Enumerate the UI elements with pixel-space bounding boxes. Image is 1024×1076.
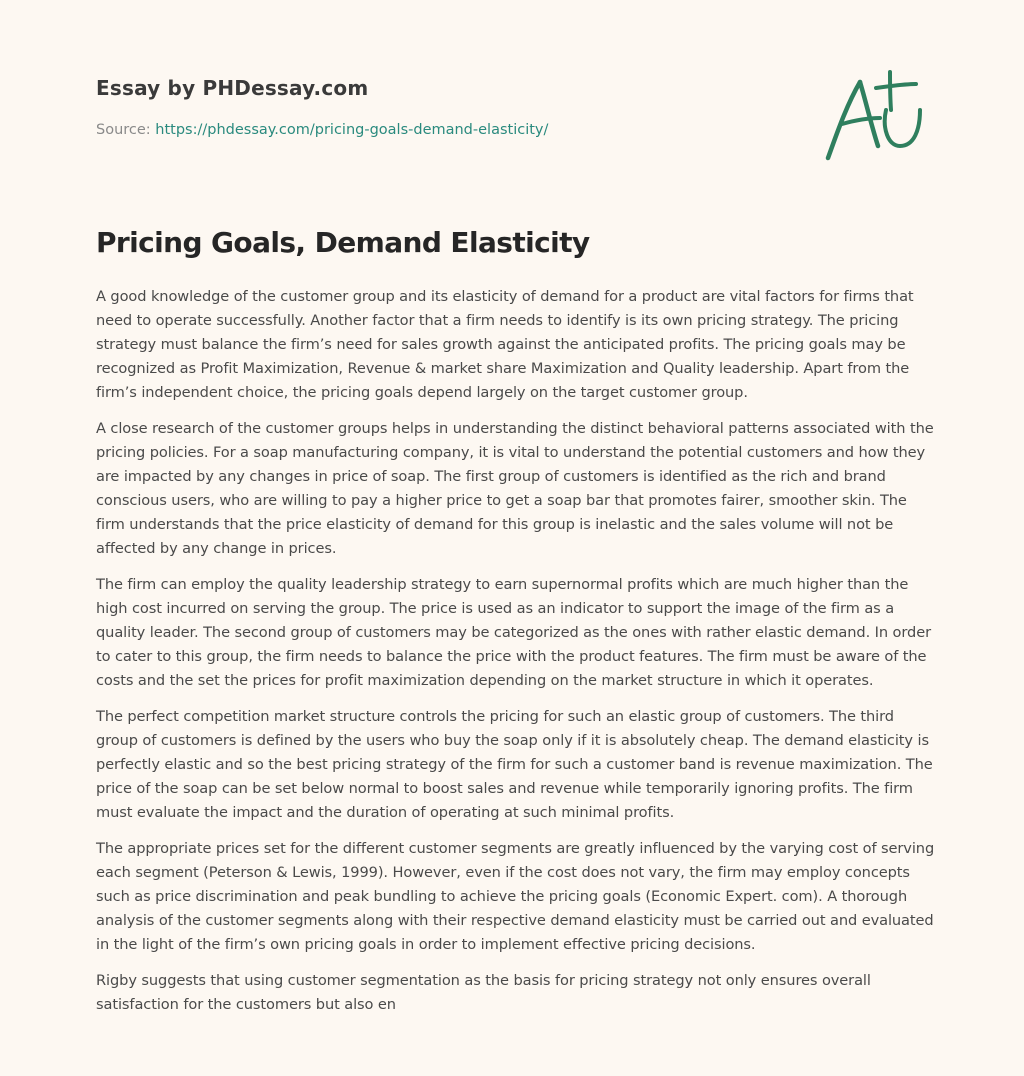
paragraph: The appropriate prices set for the different customer segments are greatly influenced by the varying cost of serving each segment (Peterson & Lewis, 1999). However, even if the cost does not vary, the firm may employ concepts such as price discrimination and peak bundling to achieve the pricing goals (Economic Expert. com). A thorough analysis of the customer segments along with their respective demand elasticity must be carried out and evaluated in the light of the firm’s own pricing goals in order to implement effective pricing decisions. xyxy=(96,840,935,953)
paragraph: Rigby suggests that using customer segmentation as the basis for pricing strategy not only ensures overall satisfaction for the customers but also en xyxy=(96,972,871,1013)
article-title: Pricing Goals, Demand Elasticity xyxy=(96,226,590,259)
paragraph: A close research of the customer groups helps in understanding the distinct behavioral patterns associated with the pricing policies. For a soap manufacturing company, it is vital to understand the potential customers and how they are impacted by any changes in price of soap. The first group of customers is identified as the rich and brand conscious users, who are willing to pay a higher price to get a soap bar that promotes fairer, smoother skin. The firm understands that the price elasticity of demand for this group is inelastic and the sales volume will not be affected by any change in prices. xyxy=(96,420,934,557)
paragraph: The perfect competition market structure controls the pricing for such an elastic group of customers. The third group of customers is defined by the users who buy the soap only if it is absolutely cheap. The demand elasticity is perfectly elastic and so the best pricing strategy of the firm for such a customer band is revenue maximization. The price of the soap can be set below normal to boost sales and revenue while temporarily ignoring profits. The firm must evaluate the impact and the duration of operating at such minimal profits. xyxy=(96,708,933,821)
article-body xyxy=(96,285,936,1029)
source-line xyxy=(96,122,928,138)
brand-title: Essay by PHDessay.com xyxy=(96,76,369,100)
paragraph: A good knowledge of the customer group and its elasticity of demand for a product are vital factors for firms that need to operate successfully. Another factor that a firm needs to identify is its own pricing strategy. The pricing strategy must balance the firm’s need for sales growth against the anticipated profits. The pricing goals may be recognized as Profit Maximization, Revenue & market share Maximization and Quality leadership. Apart from the firm’s independent choice, the pricing goals depend largely on the target customer group. xyxy=(96,288,914,401)
source-label: Source: xyxy=(96,122,156,138)
paragraph: The firm can employ the quality leadership strategy to earn supernormal profits which are much higher than the high cost incurred on serving the group. The price is used as an indicator to support the image of the firm as a quality leader. The second group of customers may be categorized as the ones with rather elastic demand. In order to cater to this group, the firm needs to balance the price with the product features. The firm must be aware of the costs and the set the prices for profit maximization depending on the market structure in which it operates. xyxy=(96,576,931,689)
page-header xyxy=(96,76,928,138)
source-link[interactable]: https://phdessay.com/pricing-goals-demand-elasticity/ xyxy=(155,122,549,138)
a-plus-grade-icon xyxy=(820,66,930,166)
